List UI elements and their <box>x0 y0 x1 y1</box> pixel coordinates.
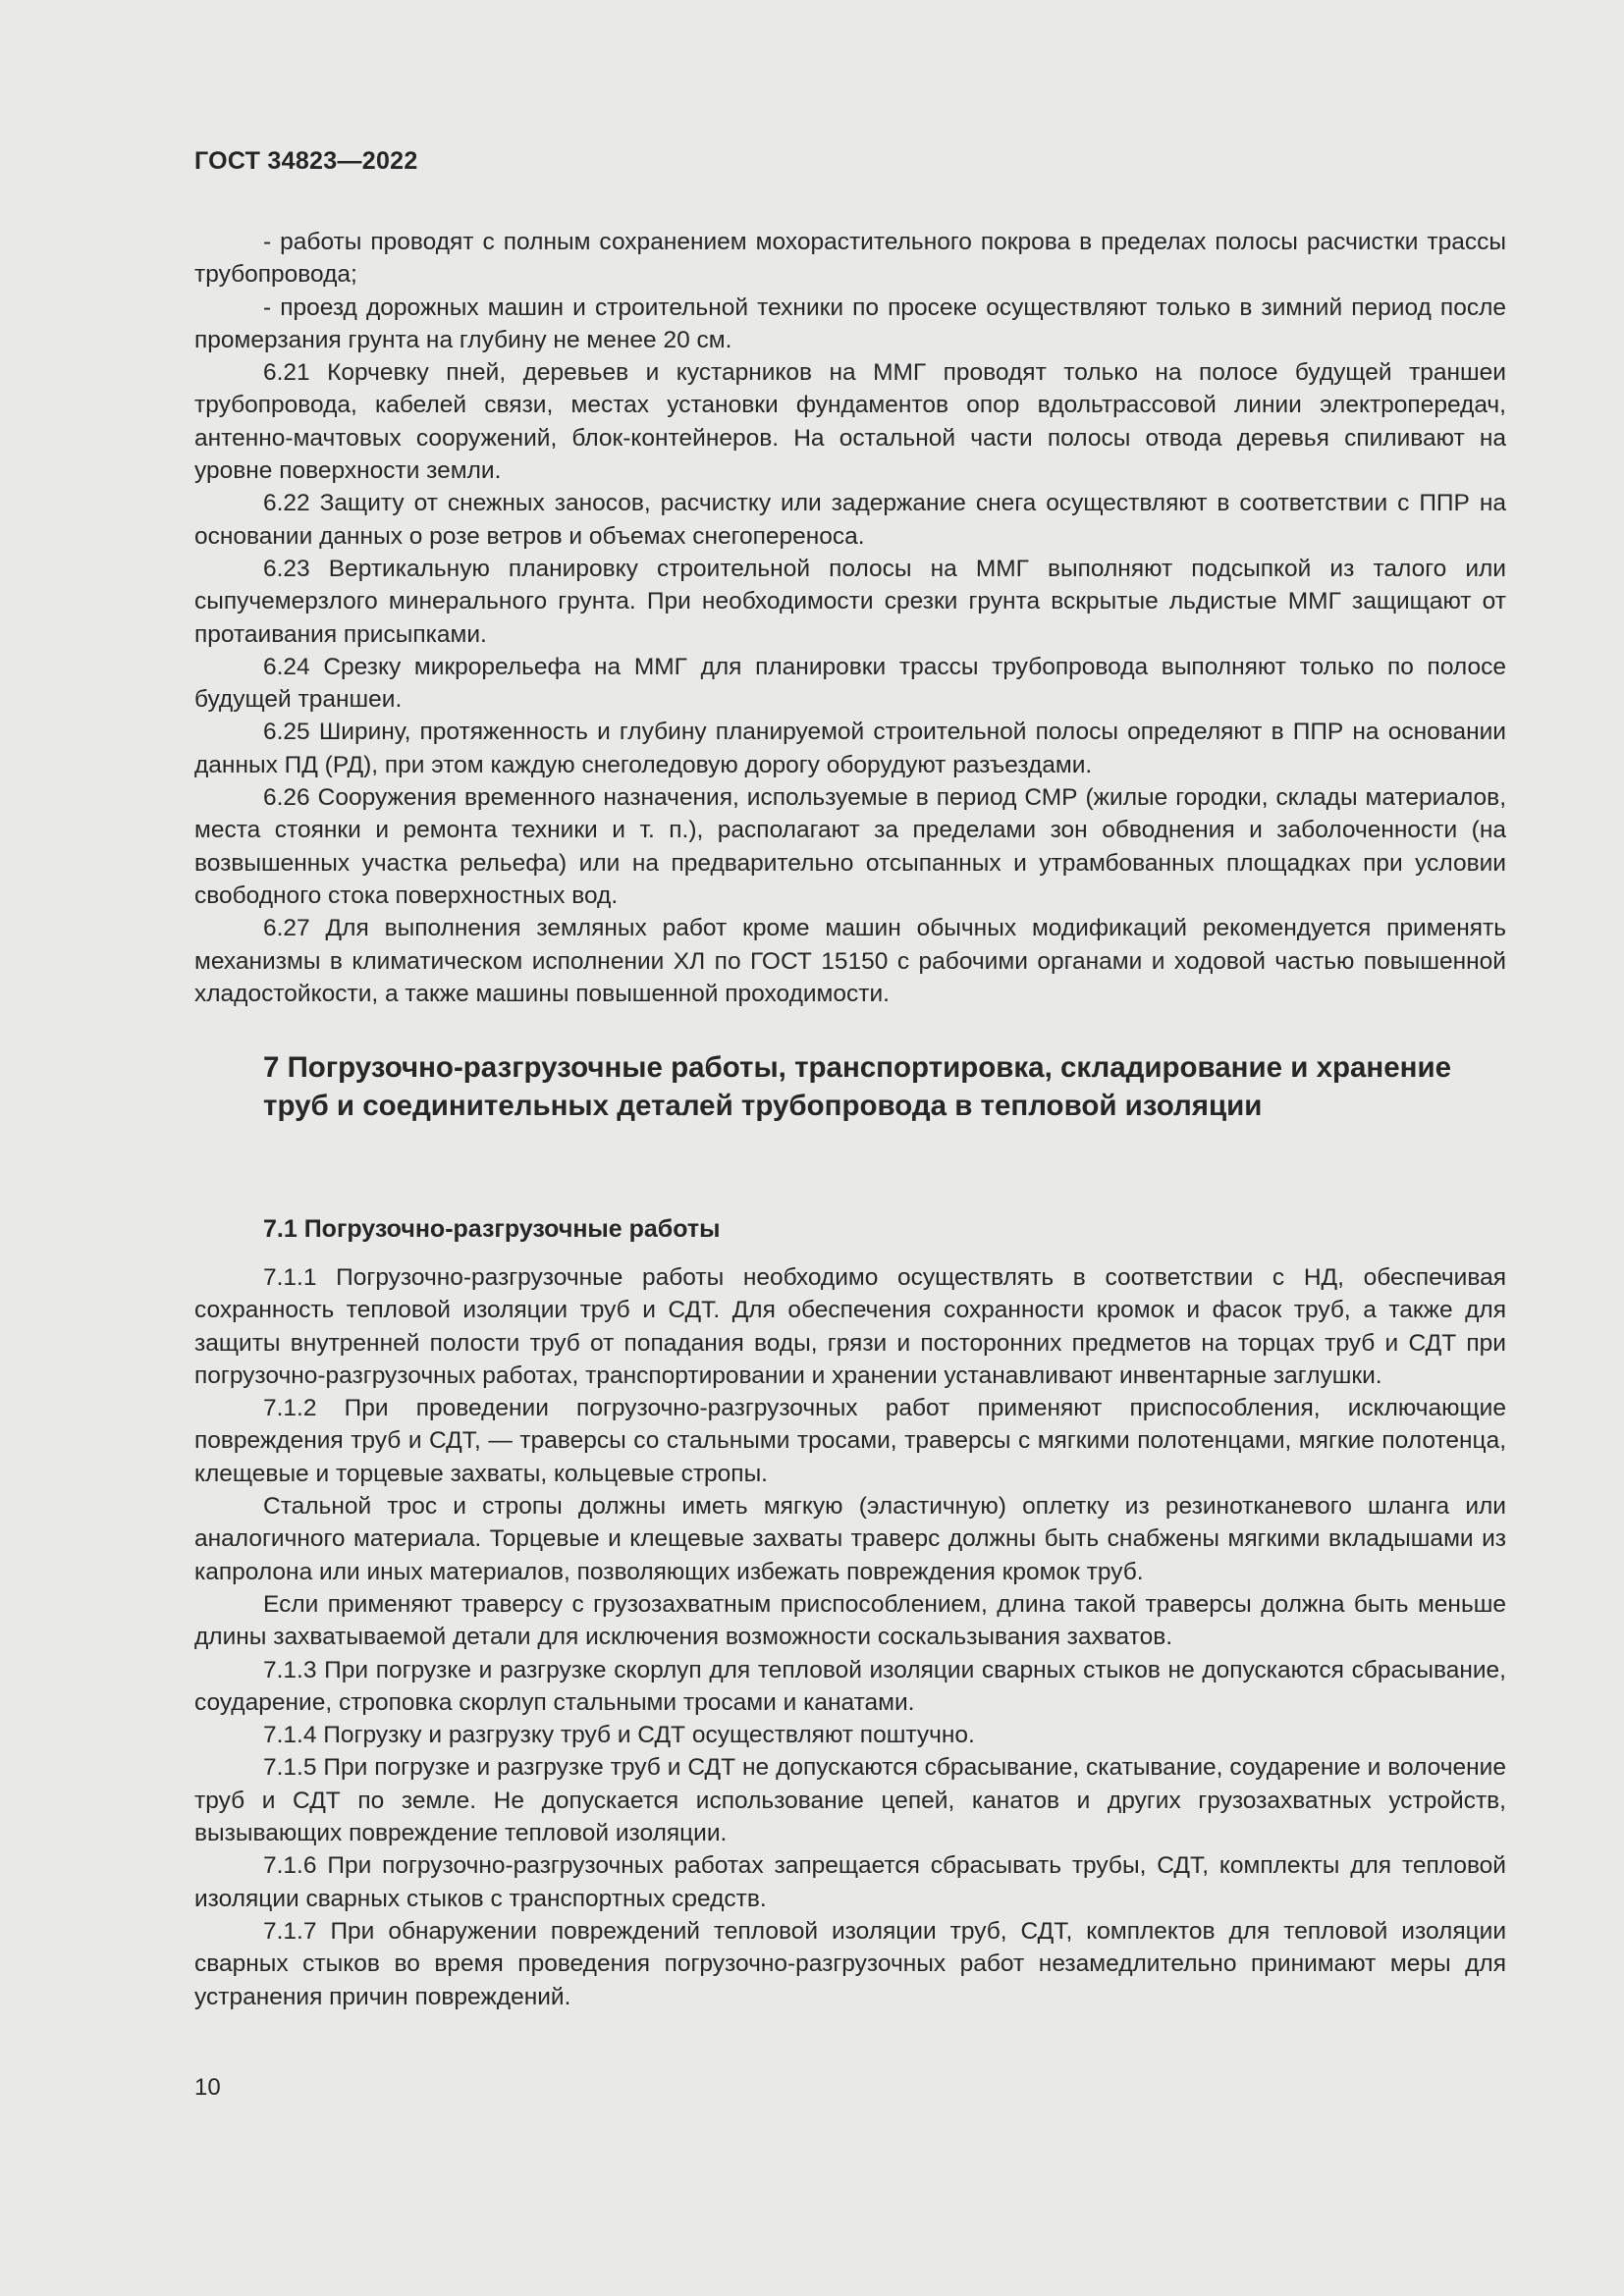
section-7-title: 7 Погрузочно-разгрузочные работы, транспортировка, складирование и хранение труб и соединительных деталей трубопровода в тепловой изоляции <box>263 1051 1451 1122</box>
paragraph: Стальной трос и стропы должны иметь мягкую (эластичную) оплетку из резинотканевого шланга или аналогичного материала. Торцевые и клещевые захваты траверс должны быть снабжены мягкими вкладышами из капролона или иных материалов, позволяющих избежать повреждения кромок труб. <box>194 1493 1506 1585</box>
paragraph: 6.26 Сооружения временного назначения, используемые в период СМР (жилые городки, склады материалов, места стоянки и ремонта техники и т. п.), располагают за пределами зон обводнения и заболоченности (на возвышенных участка рельефа) или на предварительно отсыпанных и утрамбованных площадках при условии свободного стока поверхностных вод. <box>194 784 1506 909</box>
paragraph: 6.22 Защиту от снежных заносов, расчистку или задержание снега осуществляют в соответствии с ППР на основании данных о розе ветров и объемах снегопереноса. <box>194 490 1506 550</box>
paragraph: 7.1.2 При проведении погрузочно-разгрузочных работ применяют приспособления, исключающие повреждения труб и СДТ, — траверсы со стальными тросами, траверсы с мягкими полотенцами, мягкие полотенца, клещевые и торцевые захваты, кольцевые стропы. <box>194 1395 1506 1487</box>
paragraph: 7.1.4 Погрузку и разгрузку труб и СДТ осуществляют поштучно. <box>263 1722 975 1749</box>
paragraph: 6.24 Срезку микрорельефа на ММГ для планировки трассы трубопровода выполняют только по полосе будущей траншеи. <box>194 653 1506 714</box>
paragraph: - проезд дорожных машин и строительной техники по просеке осуществляют только в зимний период после промерзания грунта на глубину не менее 20 см. <box>194 294 1506 353</box>
section-6-body <box>194 226 1506 1010</box>
page-number: 10 <box>194 2074 221 2101</box>
paragraph: 7.1.1 Погрузочно-разгрузочные работы необходимо осуществлять в соответствии с НД, обеспечивая сохранность тепловой изоляции труб и СДТ. Для обеспечения сохранности кромок и фасок труб, а также для защиты внутренней полости труб от попадания воды, грязи и посторонних предметов на торцах труб и СДТ при погрузочно-разгрузочных работах, транспортировании и хранении устанавливают инвентарные заглушки. <box>194 1264 1506 1389</box>
section-7-body <box>194 1261 1506 2013</box>
subsection-7-1-title: 7.1 Погрузочно-разгрузочные работы <box>263 1215 721 1243</box>
paragraph: 6.27 Для выполнения земляных работ кроме машин обычных модификаций рекомендуется применять механизмы в климатическом исполнении ХЛ по ГОСТ 15150 с рабочими органами и ходовой частью повышенной хладостойкости, а также машины повышенной проходимости. <box>194 915 1506 1007</box>
paragraph: - работы проводят с полным сохранением мохорастительного покрова в пределах полосы расчистки трассы трубопровода; <box>194 229 1506 289</box>
document-page <box>194 0 1506 2296</box>
paragraph: 7.1.6 При погрузочно-разгрузочных работах запрещается сбрасывать трубы, СДТ, комплекты для тепловой изоляции сварных стыков с транспортных средств. <box>194 1852 1506 1912</box>
document-header: ГОСТ 34823—2022 <box>194 147 418 175</box>
paragraph: 7.1.5 При погрузке и разгрузке труб и СДТ не допускаются сбрасывание, скатывание, соударение и волочение труб и СДТ по земле. Не допускается использование цепей, канатов и других грузозахватных устройств, вызывающих повреждение тепловой изоляции. <box>194 1754 1506 1847</box>
paragraph: 6.23 Вертикальную планировку строительной полосы на ММГ выполняют подсыпкой из талого или сыпучемерзлого минерального грунта. При необходимости срезки грунта вскрытые льдистые ММГ защищают от протаивания присыпками. <box>194 555 1506 648</box>
paragraph: 6.25 Ширину, протяженность и глубину планируемой строительной полосы определяют в ППР на основании данных ПД (РД), при этом каждую снеголедовую дорогу оборудуют разъездами. <box>194 719 1506 778</box>
paragraph: Если применяют траверсу с грузозахватным приспособлением, длина такой траверсы должна быть меньше длины захватываемой детали для исключения возможности соскальзывания захватов. <box>194 1590 1506 1651</box>
paragraph: 7.1.3 При погрузке и разгрузке скорлуп для тепловой изоляции сварных стыков не допускаются сбрасывание, соударение, строповка скорлуп стальными тросами и канатами. <box>194 1656 1506 1716</box>
paragraph: 6.21 Корчевку пней, деревьев и кустарников на ММГ проводят только на полосе будущей траншеи трубопровода, кабелей связи, местах установки фундаментов опор вдольтрассовой линии электропередач, антенно-мачтовых сооружений, блок-контейнеров. На остальной части полосы отвода деревья спиливают на уровне поверхности земли. <box>194 359 1506 485</box>
paragraph: 7.1.7 При обнаружении повреждений тепловой изоляции труб, СДТ, комплектов для тепловой изоляции сварных стыков во время проведения погрузочно-разгрузочных работ незамедлительно принимают меры для устранения причин повреждений. <box>194 1917 1506 2010</box>
